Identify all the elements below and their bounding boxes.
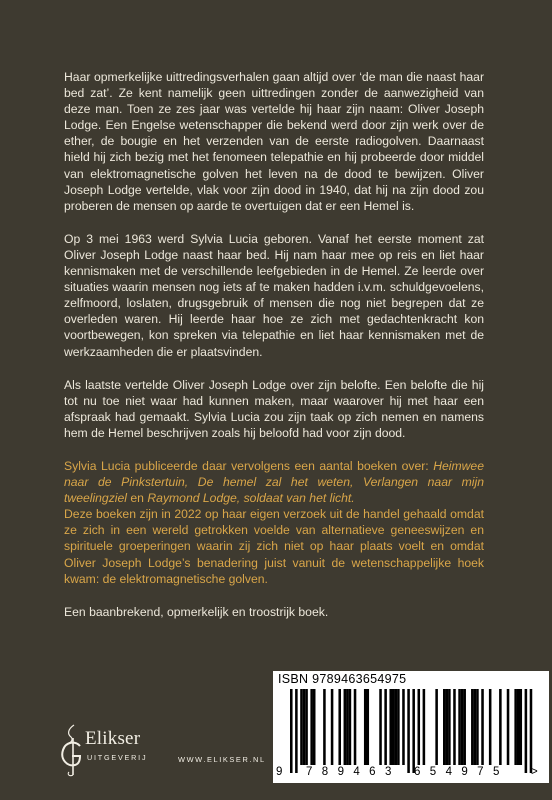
barcode-bar bbox=[354, 689, 357, 765]
barcode-bar bbox=[395, 689, 398, 765]
barcode-bar bbox=[463, 689, 466, 765]
barcode-bar bbox=[476, 689, 479, 765]
book-titles-b: Raymond Lodge, soldaat van het licht. bbox=[147, 491, 355, 506]
barcode-bar bbox=[346, 689, 349, 765]
barcode-bar bbox=[344, 689, 347, 765]
barcode-bar bbox=[313, 689, 316, 765]
barcode-bar bbox=[412, 689, 415, 773]
barcode-bar bbox=[303, 689, 306, 765]
barcode-bar bbox=[514, 689, 517, 765]
barcode-bar bbox=[389, 689, 392, 765]
paragraph-3: Als laatste vertelde Oliver Joseph Lodge over zijn belofte. Een belofte die hij tot nu toe niet waar had kunnen maken, maar waarover hij met haar een afspraak had gemaakt. Sylvia Lucia zou zijn taak op zich nemen en namens hem de Hemel beschrijven zoals hij beloofd had voor zijn dood. bbox=[64, 377, 484, 440]
barcode-bar bbox=[338, 689, 341, 765]
paragraph-books bbox=[64, 458, 484, 506]
barcode-digits-left: 789463 bbox=[306, 766, 401, 778]
barcode-bar bbox=[384, 689, 387, 765]
publisher-website: WWW.ELIKSER.NL bbox=[178, 755, 266, 764]
blurb-text bbox=[64, 69, 484, 620]
barcode-bar bbox=[530, 689, 533, 773]
barcode-bar bbox=[458, 689, 461, 765]
barcode-bar bbox=[402, 689, 405, 765]
books-intro: Sylvia Lucia publiceerde daar vervolgens een aantal boeken over: bbox=[64, 458, 434, 473]
barcode-digits-right: 654975 bbox=[414, 766, 509, 778]
paragraph-1: Haar opmerkelijke uittredingsverhalen gaan altijd over ‘de man die naast haar bed zat’. Ze kent namelijk geen uittredingen zonder de aanwezigheid van deze man. Toen ze zes jaar was vertelde hij haar zijn naam: Oliver Joseph Lodge. Een Engelse wetenschapper die bekend werd door zijn werk over de ether, de bougie en het verzenden van de eerste radiogolven. Daarnaast hield hij zich bezig met het fenomeen telepathie en hij probeerde door middel van elektromagnetische golven het leven na de dood te bewijzen. Oliver Joseph Lodge vertelde, vlak voor zijn dood in 1940, dat hij na zijn dood zou proberen de mensen op aarde te overtuigen dat er een Hemel is. bbox=[64, 70, 484, 213]
barcode-bar bbox=[418, 689, 421, 765]
barcode-bar bbox=[300, 689, 303, 765]
barcode-bar bbox=[443, 689, 446, 765]
barcode-bar bbox=[481, 689, 484, 765]
barcode-end-arrow: > bbox=[531, 766, 538, 778]
barcode-bar bbox=[520, 689, 523, 765]
books-and: en bbox=[127, 491, 148, 506]
barcode-bar bbox=[517, 689, 520, 765]
barcode-bar bbox=[364, 689, 367, 765]
barcode-digits bbox=[273, 766, 549, 782]
barcode-bar bbox=[489, 689, 492, 765]
publisher-logo bbox=[58, 722, 178, 778]
tagline: Een baanbrekend, opmerkelijk en troostrijk boek. bbox=[64, 604, 329, 619]
barcode-bar bbox=[310, 689, 313, 765]
book-titles-a: Heimwee naar de Pinkstertuin, De hemel zal het weten, Verlangen naar mijn tweelingziel bbox=[64, 458, 484, 506]
isbn-label: ISBN 9789463654975 bbox=[278, 672, 407, 686]
barcode-bar bbox=[461, 689, 464, 765]
barcode-bar bbox=[471, 689, 474, 765]
barcode-bar bbox=[305, 689, 308, 765]
barcode-bar bbox=[323, 689, 326, 765]
barcode-bar bbox=[392, 689, 395, 765]
barcode-bar bbox=[453, 689, 456, 765]
barcode-bar bbox=[499, 689, 502, 765]
barcode-bar bbox=[407, 689, 410, 773]
paragraph-2: Op 3 mei 1963 werd Sylvia Lucia geboren. Vanaf het eerste moment zat Oliver Joseph Lodge naast haar bed. Hij nam haar mee op reis en liet haar kennismaken met de verschillende leefgebieden in de Hemel. Ze leerde over situaties waarin mensen nog iets af te maken hadden i.v.m. schuldgevoelens, zelfmoord, loslaten, drugsgebruik of mensen die nog niet begrepen dat ze overleden waren. Hij leerde haar hoe ze zich met gedachtenkracht kon voortbewegen, kon spreken via telepathie en liet haar kennismaken met de werkzaamheden die er plaatsvinden. bbox=[64, 231, 484, 359]
isbn-barcode bbox=[273, 671, 549, 783]
barcode-bar bbox=[295, 689, 298, 773]
barcode-bar bbox=[423, 689, 426, 765]
barcode-digit-first: 9 bbox=[276, 766, 283, 778]
barcode-bar bbox=[448, 689, 451, 765]
barcode-bar bbox=[331, 689, 334, 765]
publisher-name: Elikser bbox=[85, 728, 141, 749]
publisher-subtitle: UITGEVERIJ bbox=[87, 753, 148, 762]
barcode-bar bbox=[349, 689, 352, 765]
barcode-bar bbox=[474, 689, 477, 765]
barcode-bar bbox=[367, 689, 370, 765]
barcode-bar bbox=[525, 689, 528, 773]
barcode-bar bbox=[446, 689, 449, 765]
barcode-bar bbox=[507, 689, 510, 765]
barcode-bar bbox=[290, 689, 293, 773]
barcode-bar bbox=[435, 689, 438, 765]
barcode-bar bbox=[397, 689, 400, 765]
paragraph-withdrawn: Deze boeken zijn in 2022 op haar eigen verzoek uit de handel gehaald omdat ze zich in een wereld getrokken voelde van alternatieve geneeswijzen en spirituele groeperingen waarin zij zich niet op haar plaats voelt en omdat Oliver Joseph Lodge’s benadering juist vanuit de wetenschappelijke hoek kwam: de elektromagnetische golven. bbox=[64, 507, 484, 586]
barcode-bar bbox=[379, 689, 382, 765]
